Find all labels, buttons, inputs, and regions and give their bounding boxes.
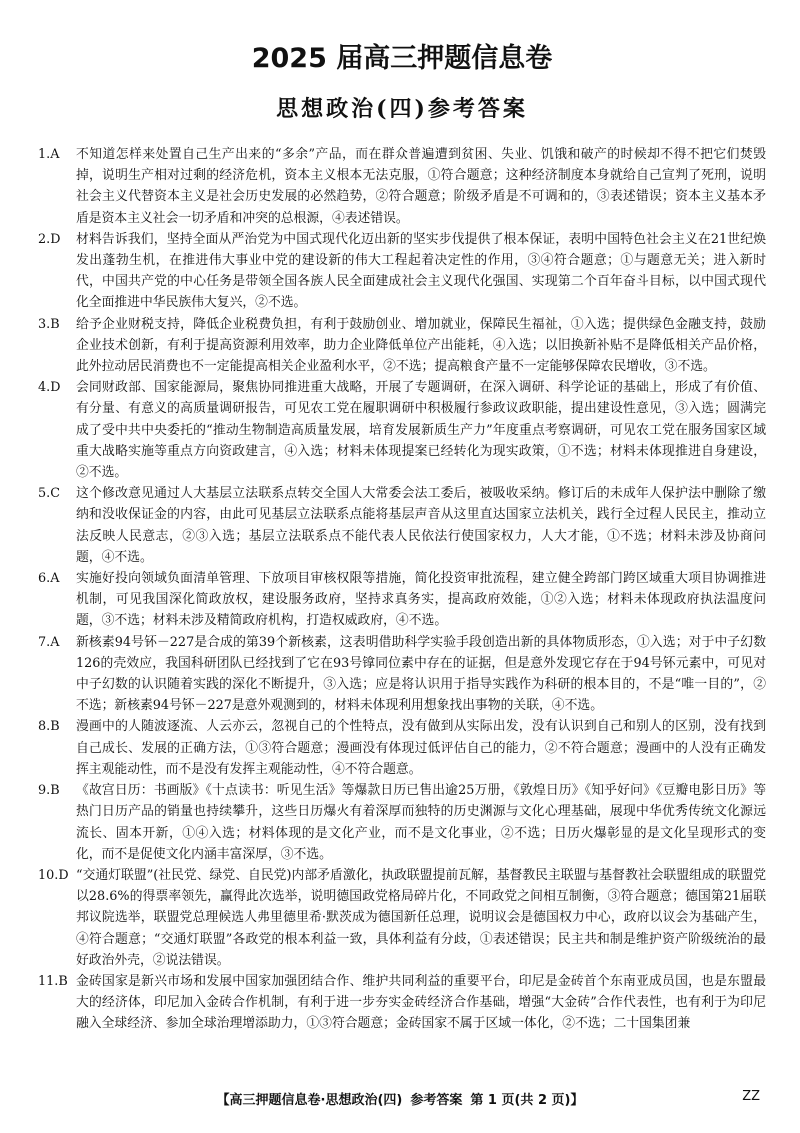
answer-text: “交通灯联盟”(社民党、绿党、自民党)内部矛盾激化，执政联盟提前瓦解，基督教民主联盟与基督教社会联盟组成的联盟党以28.6%的得票率领先，赢得此次选举，说明德国政党格局碎片化，不同政党之间相互制衡，③符合题意；德国第21届联邦议院选举，联盟党总理候选人弗里德里希·默茨成为德国新任总理，说明议会是德国权力中心，政府以议会为基础产生，④符合题意；“交通灯联盟”各政党的根本利益一致，具体利益有分歧，①表述错误；民主共和制是维护资产阶级统治的最好政治外壳，②说法错误。 bbox=[76, 867, 766, 968]
answer-number: 6.A bbox=[38, 571, 60, 587]
document-title: 2025 届高三押题信息卷 bbox=[251, 43, 553, 74]
answer-text: 不知道怎样来处置自己生产出来的“多余”产品，而在群众普遍遭到贫困、失业、饥饿和破产的时候却不得不把它们焚毁掉，说明生产相对过剩的经济危机，资本主义根本无法克服，①符合题意；这种经济制度本身就给自己宣判了死刑，说明社会主义代替资本主义是社会历史发展的必然趋势，②符合题意；阶级矛盾是不可调和的，③表述错误；资本主义基本矛盾是资本主义社会一切矛盾和冲突的总根源，④表述错误。 bbox=[76, 147, 766, 226]
answer-number: 7.A bbox=[38, 634, 60, 650]
answer-text: 新核素94号钚－227是合成的第39个新核素，这表明借助科学实验手段创造出新的具体物质形态，①入选；对于中子幻数126的壳效应，我国科研团队已经找到了它在93号镎同位素中存在的证据，但是意外发现它存在于94号钚元素中，可见对中子幻数的认识随着实践的深化不断提升，③入选；应是将认识用于指导实践作为科研的根本目的，不是“唯一目的”，②不选；新核素94号钚－227是意外观测到的，材料未体现利用想象找出事物的关联，④不选。 bbox=[76, 634, 766, 714]
answer-item bbox=[38, 865, 766, 971]
answer-number: 5.C bbox=[38, 486, 61, 502]
answer-number: 10.D bbox=[38, 867, 69, 883]
answer-list bbox=[38, 144, 766, 1035]
answer-item bbox=[38, 483, 766, 568]
answer-item bbox=[38, 568, 766, 632]
answer-item bbox=[38, 716, 766, 780]
answer-number: 3.B bbox=[38, 316, 60, 332]
document-subtitle: 思想政治(四)参考答案 bbox=[276, 96, 528, 122]
answer-text: 这个修改意见通过人大基层立法联系点转交全国人大常委会法工委后，被吸收采纳。修订后的未成年人保护法中删除了缴纳和没收保证金的内容，由此可见基层立法联系点能将基层声音从这里直达国家立法机关，践行全过程人民民主，推动立法反映人民意志，②③入选；基层立法联系点不能代表人民依法行使国家权力，人大才能，①不选；材料未涉及协商问题，④不选。 bbox=[76, 486, 766, 565]
answer-item bbox=[38, 229, 766, 314]
answer-text: 实施好投向领域负面清单管理、下放项目审核权限等措施，简化投资审批流程，建立健全跨部门跨区域重大项目协调推进机制，可见我国深化简政放权，建设服务政府，坚持求真务实，提高政府效能，①②入选；材料未体现政府执法温度问题，③不选；材料未涉及精简政府机构，打造权威政府，④不选。 bbox=[76, 571, 766, 629]
answer-number: 11.B bbox=[38, 973, 68, 989]
answer-item bbox=[38, 377, 766, 483]
answer-item bbox=[38, 780, 766, 865]
answer-text: 给予企业财税支持，降低企业税费负担，有利于鼓励创业、增加就业，保障民生福祉，①入选；提供绿色金融支持，鼓励企业技术创新，有利于提高资源利用效率，助力企业降低单位产出能耗，④入选；以旧换新补贴不是降低相关产品价格，此外拉动居民消费也不一定能提高相关企业盈利水平，②不选；提高粮食产量不一定能够保障农民增收，③不选。 bbox=[76, 316, 766, 375]
footer-page-number: 第 1 页(共 2 页)】 bbox=[470, 1093, 584, 1108]
footer-title: 【高三押题信息卷·思想政治(四) bbox=[216, 1093, 403, 1108]
answer-text: 金砖国家是新兴市场和发展中国家加强团结合作、维护共同利益的重要平台，印尼是金砖首个东南亚成员国，也是东盟最大的经济体，印尼加入金砖合作机制，有利于进一步夯实金砖经济合作基础，增强“大金砖”合作代表性，也有利于为印尼融入全球经济、参加全球治理增添助力，①③符合题意；金砖国家不属于区域一体化，②不选；二十国集团兼 bbox=[76, 973, 766, 1032]
answer-number: 2.D bbox=[38, 231, 61, 247]
answer-item bbox=[38, 971, 766, 1035]
answer-item bbox=[38, 632, 766, 717]
answer-number: 1.A bbox=[38, 147, 60, 162]
answer-item bbox=[38, 144, 766, 229]
page-footer bbox=[0, 1089, 800, 1108]
answer-text: 会同财政部、国家能源局，聚焦协同推进重大战略，开展了专题调研，在深入调研、科学论证的基础上，形成了有价值、有分量、有意义的高质量调研报告，可见农工党在履职调研中积极履行参政议政职能，提出建设性意见，③入选；圆满完成了受中共中央委托的“推动生物制造高质量发展，培育发展新质生产力”年度重点考察调研，可见农工党在服务国家区域重大战略实施等重点方向资政建言，④入选；材料未体现提案已经转化为现实政策，①不选；材料未体现推进自身建设，②不选。 bbox=[76, 380, 766, 481]
answer-text: 材料告诉我们，坚持全面从严治党为中国式现代化迈出新的坚实步伐提供了根本保证，表明中国特色社会主义在21世纪焕发出蓬勃生机，在推进伟大事业中党的建设新的伟大工程起着决定性的作用，③④符合题意；①与题意无关；进入新时代，中国共产党的中心任务是带领全国各族人民全面建成社会主义现代化强国、实现第二个百年奋斗目标，以中国式现代化全面推进中华民族伟大复兴，②不选。 bbox=[76, 231, 766, 311]
footer-code: ZZ bbox=[742, 1089, 760, 1104]
footer-label: 参考答案 bbox=[410, 1093, 463, 1108]
answer-number: 8.B bbox=[38, 719, 60, 735]
answer-item bbox=[38, 314, 766, 378]
answer-number: 9.B bbox=[38, 783, 60, 799]
answer-number: 4.D bbox=[38, 380, 61, 396]
answer-text: 《故宫日历：书画版》《十点读书：听见生活》等爆款日历已售出逾25万册，《敦煌日历》《知乎好问》《豆瓣电影日历》等热门日历产品的销量也持续攀升，这些日历爆火有着深厚而独特的历史渊源与文化心理基础，展现中华优秀传统文化源远流长、固本开新，①④入选；材料体现的是文化产业，而不是文化事业，②不选；日历火爆彰显的是文化呈现形式的变化，而不是促使文化内涵丰富深厚，③不选。 bbox=[76, 783, 766, 862]
answer-text: 漫画中的人随波逐流、人云亦云，忽视自己的个性特点，没有做到从实际出发，没有认识到自己和别人的区别，没有找到自己成长、发展的正确方法，①③符合题意；漫画没有体现过低评估自己的能力，②不符合题意；漫画中的人没有正确发挥主观能动性，而不是没有发挥主观能动性，④不符合题意。 bbox=[76, 719, 766, 777]
